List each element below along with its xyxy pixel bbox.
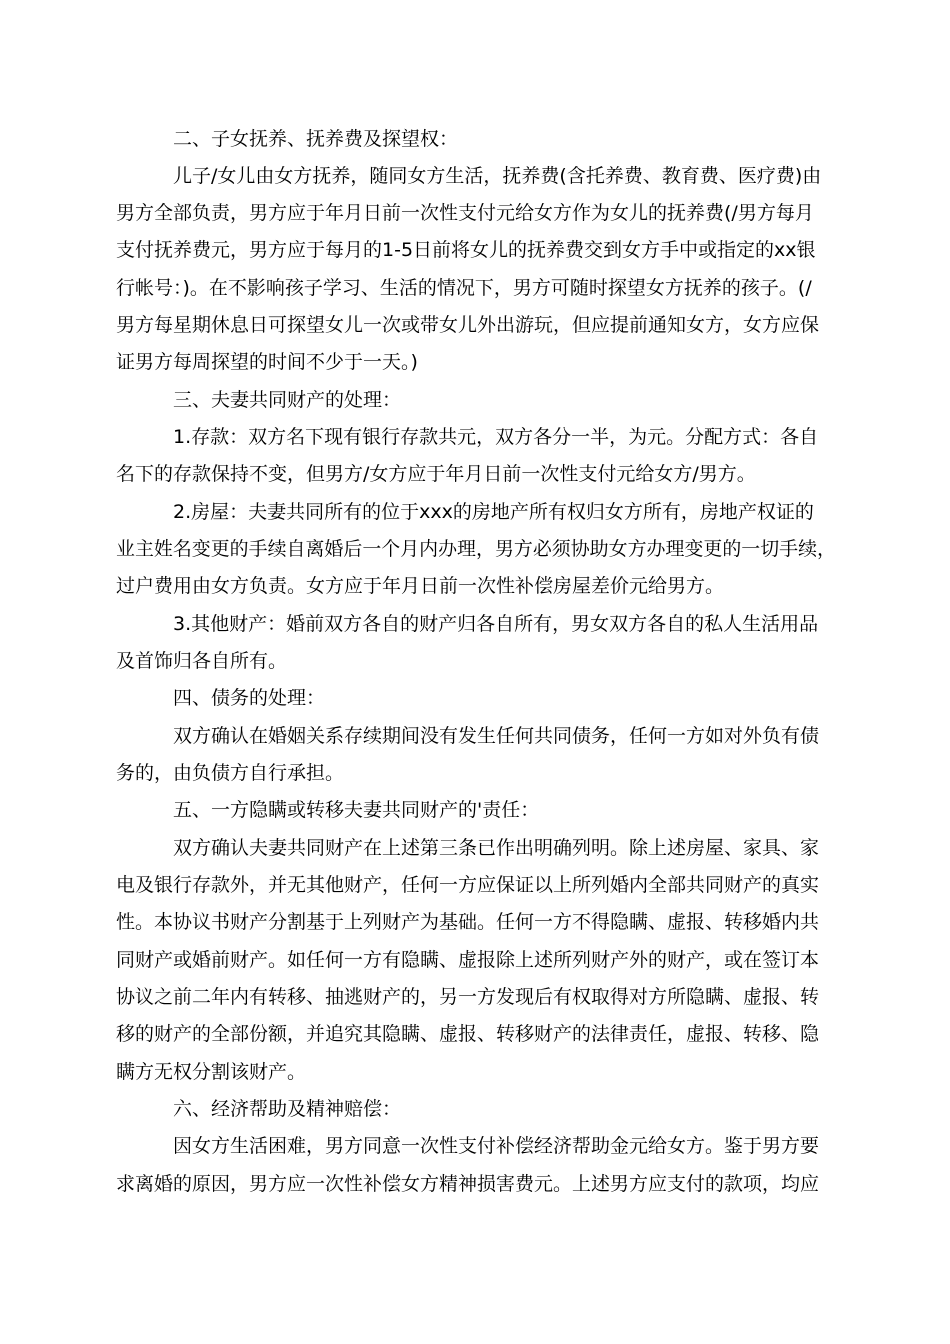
- paragraph-line: 同财产或婚前财产。如任何一方有隐瞒、虚报除上述所列财产外的财产，或在签订本: [116, 949, 820, 971]
- section-heading-compensation: 六、经济帮助及精神赔偿：: [173, 1098, 402, 1120]
- paragraph-line: 证男方每周探望的时间不少于一天。): [116, 351, 418, 373]
- paragraph-line: 男方每星期休息日可探望女儿一次或带女儿外出游玩，但应提前通知女方，女方应保: [116, 314, 820, 336]
- paragraph-line: 行帐号：)。在不影响孩子学习、生活的情况下，男方可随时探望女方抚养的孩子。(/: [116, 277, 812, 299]
- paragraph-line: 支付抚养费元，男方应于每月的1-5日前将女儿的抚养费交到女方手中或指定的xx银: [116, 239, 816, 261]
- paragraph-line: 因女方生活困难，男方同意一次性支付补偿经济帮助金元给女方。鉴于男方要: [173, 1135, 820, 1157]
- paragraph-line: 1.存款：双方名下现有银行存款共元，双方各分一半，为元。分配方式：各自: [173, 426, 819, 448]
- paragraph-line: 务的，由负债方自行承担。: [116, 762, 345, 784]
- paragraph-line: 儿子/女儿由女方抚养，随同女方生活，抚养费(含托养费、教育费、医疗费)由: [173, 165, 822, 187]
- section-heading-joint-property: 三、夫妻共同财产的处理：: [173, 389, 402, 411]
- paragraph-line: 双方确认夫妻共同财产在上述第三条已作出明确列明。除上述房屋、家具、家: [173, 837, 820, 859]
- paragraph-line: 3.其他财产：婚前双方各自的财产归各自所有，男女双方各自的私人生活用品: [173, 613, 819, 635]
- paragraph-line: 瞒方无权分割该财产。: [116, 1061, 307, 1083]
- paragraph-line: 双方确认在婚姻关系存续期间没有发生任何共同债务，任何一方如对外负有债: [173, 725, 820, 747]
- paragraph-line: 性。本协议书财产分割基于上列财产为基础。任何一方不得隐瞒、虚报、转移婚内共: [116, 911, 820, 933]
- paragraph-line: 2.房屋：夫妻共同所有的位于xxx的房地产所有权归女方所有，房地产权证的: [173, 501, 814, 523]
- paragraph-line: 移的财产的全部份额，并追究其隐瞒、虚报、转移财产的法律责任，虚报、转移、隐: [116, 1023, 820, 1045]
- section-heading-child-custody: 二、子女抚养、抚养费及探望权：: [173, 128, 459, 150]
- paragraph-line: 男方全部负责，男方应于年月日前一次性支付元给女方作为女儿的抚养费(/男方每月: [116, 202, 814, 224]
- section-heading-concealment: 五、一方隐瞒或转移夫妻共同财产的'责任：: [173, 799, 540, 821]
- paragraph-line: 业主姓名变更的手续自离婚后一个月内办理，男方必须协助女方办理变更的一切手续，: [116, 538, 837, 560]
- paragraph-line: 及首饰归各自所有。: [116, 650, 288, 672]
- paragraph-line: 求离婚的原因，男方应一次性补偿女方精神损害费元。上述男方应支付的款项，均应: [116, 1173, 820, 1195]
- section-heading-debts: 四、债务的处理：: [173, 687, 326, 709]
- paragraph-line: 协议之前二年内有转移、抽逃财产的，另一方发现后有权取得对方所隐瞒、虚报、转: [116, 986, 820, 1008]
- paragraph-line: 过户费用由女方负责。女方应于年月日前一次性补偿房屋差价元给男方。: [116, 575, 725, 597]
- paragraph-line: 名下的存款保持不变，但男方/女方应于年月日前一次性支付元给女方/男方。: [116, 463, 756, 485]
- paragraph-line: 电及银行存款外，并无其他财产，任何一方应保证以上所列婚内全部共同财产的真实: [116, 874, 820, 896]
